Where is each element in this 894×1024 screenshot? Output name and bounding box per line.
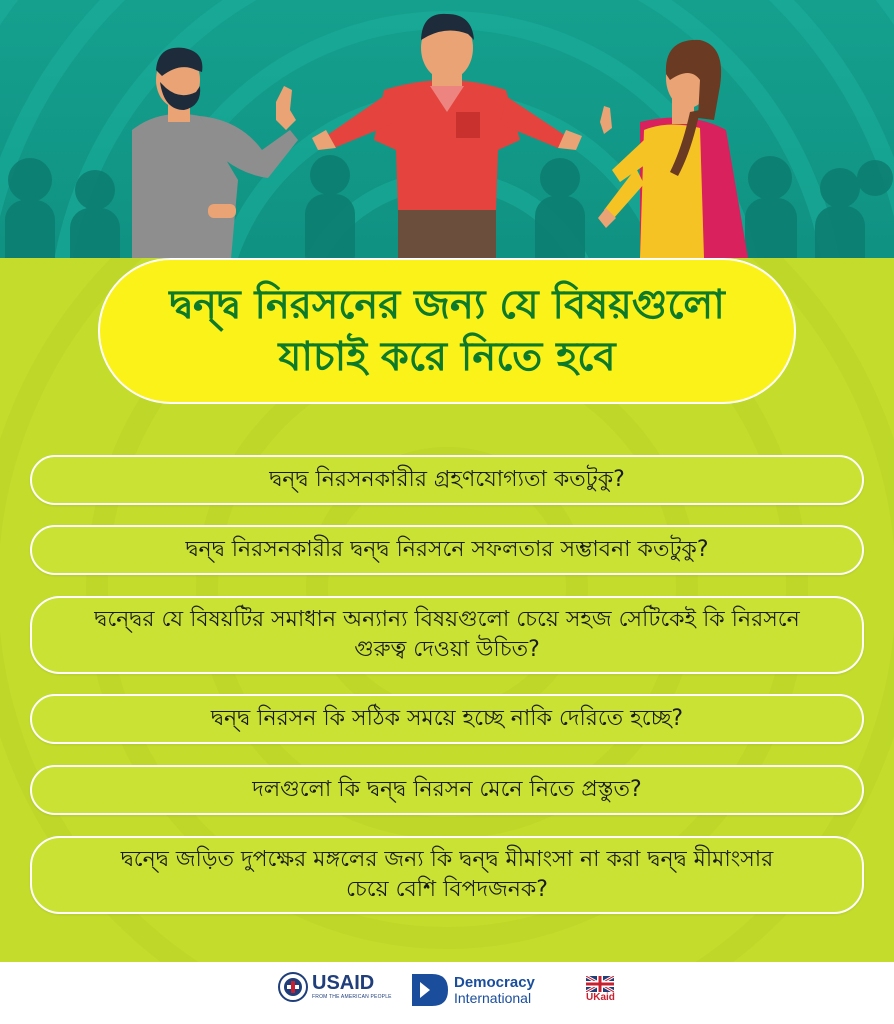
ukaid-name: UKaid [586,992,615,1003]
democracy-line-2: International [454,989,532,1006]
question-item [30,836,864,914]
question-text: দ্বন্দ্বে জড়িত দুপক্ষের মঙ্গলের জন্য কি দ্বন্দ্ব মীমাংসা না করা দ্বন্দ্ব মীমাংসার [120,847,774,872]
question-text: দলগুলো কি দ্বন্দ্ব নিরসন মেনে নিতে প্রস্তুত? [252,777,642,802]
sponsor-logos-footer [0,962,894,1024]
conflict-mediation-illustration [0,0,894,300]
question-item [30,765,864,815]
usaid-tagline: FROM THE AMERICAN PEOPLE [312,994,392,1000]
usaid-name: USAID [312,972,375,994]
title-line-2: যাচাই করে নিতে হবে [278,334,616,380]
usaid-logo [278,972,392,1002]
question-text: গুরুত্ব দেওয়া উচিত? [354,637,540,662]
question-item [30,525,864,575]
question-text: দ্বন্দ্ব নিরসনকারীর গ্রহণযোগ্যতা কতটুকু? [269,467,625,492]
question-text: দ্বন্দ্ব নিরসনকারীর দ্বন্দ্ব নিরসনে সফলতার সম্ভাবনা কতটুকু? [185,537,709,562]
usaid-seal-icon [278,972,308,1002]
democracy-line-1: Democracy [454,973,535,991]
title-banner [98,258,796,404]
democracy-international-logo [412,974,535,1006]
question-item [30,596,864,674]
union-flag-icon [586,976,614,992]
title-line-1: দ্বন্দ্ব নিরসনের জন্য যে বিষয়গুলো [169,282,725,328]
question-text: দ্বন্দ্ব নিরসন কি সঠিক সময়ে হচ্ছে নাকি দেরিতে হচ্ছে? [210,706,684,731]
question-item [30,455,864,505]
question-item [30,694,864,744]
democracy-international-mark-icon [412,974,448,1006]
question-text: চেয়ে বেশি বিপদজনক? [346,877,548,902]
ukaid-logo [586,976,615,1004]
question-text: দ্বন্দ্বের যে বিষয়টির সমাধান অন্যান্য বিষয়গুলো চেয়ে সহজ সেটিকেই কি নিরসনে [94,607,800,632]
